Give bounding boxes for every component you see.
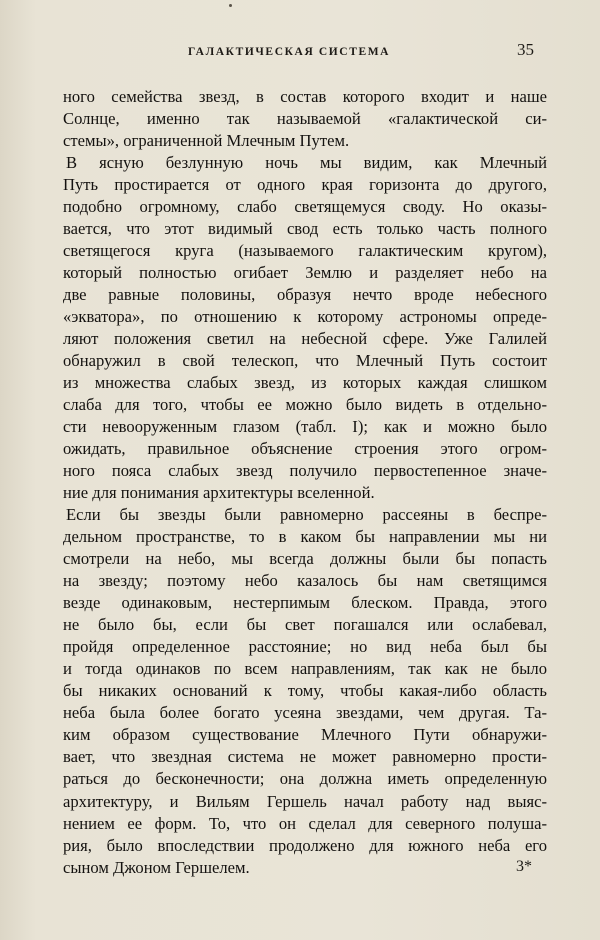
text-line: Солнце, именно так называемой «галактической си- [63, 109, 547, 129]
text-line: на звезду; поэтому небо казалось бы нам светящимся [63, 571, 547, 591]
text-line: сти невооруженным глазом (табл. I); как и можно было [63, 417, 547, 437]
text-line: ким образом существование Млечного Пути обнаружи- [63, 725, 547, 745]
text-line: Путь простирается от одного края горизонта до другого, [63, 175, 547, 195]
text-line: смотрели на небо, мы всегда должны были бы попасть [63, 549, 547, 569]
text-line: пройдя определенное расстояние; но вид неба был бы [63, 637, 547, 657]
text-line: не было бы, если бы свет погашался или ослабевал, [63, 615, 547, 635]
text-line: нением ее форм. То, что он сделал для северного полуша- [63, 813, 547, 833]
text-line: вает, что звездная система не может равномерно прости- [63, 747, 547, 767]
body-text [63, 86, 547, 879]
text-line: рия, было впоследствии продолжено для южного неба его [63, 835, 547, 855]
signature-mark: 3* [516, 858, 532, 875]
page-number: 35 [517, 40, 534, 59]
print-dot [229, 4, 232, 7]
text-line: подобно огромному, слабо светящемуся своду. Но оказы- [63, 197, 547, 217]
text-line: «экватора», по отношению к которому астрономы опреде- [63, 307, 547, 327]
text-line: неба была более богато усеяна звездами, чем другая. Та- [63, 703, 547, 723]
text-line: светящегося круга (называемого галактическим кругом), [63, 241, 547, 261]
text-line: две равные половины, образуя нечто вроде небесного [63, 285, 547, 305]
text-line: Если бы звезды были равномерно рассеяны в беспре- [66, 505, 547, 525]
text-line: бы никаких оснований к тому, чтобы какая-либо область [63, 681, 547, 701]
running-title: ГАЛАКТИЧЕСКАЯ СИСТЕМА [188, 46, 391, 58]
text-line: архитектуру, и Вильям Гершель начал работу над выяс- [63, 791, 547, 811]
text-line: раться до бесконечности; она должна иметь определенную [63, 769, 547, 789]
text-line: стемы», ограниченной Млечным Путем. [63, 131, 350, 151]
text-line: ние для понимания архитектуры вселенной. [63, 483, 375, 503]
text-line: сыном Джоном Гершелем. [63, 857, 250, 877]
text-line: ожидать, правильное объяснение строения этого огром- [63, 439, 547, 459]
text-line: слаба для того, чтобы ее можно было видеть в отдельно- [63, 395, 547, 415]
text-line: из множества слабых звезд, из которых каждая слишком [63, 373, 547, 393]
text-line: ляют положения светил на небесной сфере. Уже Галилей [63, 329, 547, 349]
text-line: вается, что этот видимый свод есть только часть полного [63, 219, 547, 239]
text-line: везде одинаковым, нестерпимым блеском. Правда, этого [63, 593, 547, 613]
text-line: ного пояса слабых звезд получило первостепенное значе- [63, 461, 547, 481]
text-line: который полностью огибает Землю и разделяет небо на [63, 263, 547, 283]
text-line: и тогда одинаков по всем направлениям, так как не было [63, 659, 547, 679]
text-line: ного семейства звезд, в состав которого входит и наше [63, 87, 547, 106]
text-line: В ясную безлунную ночь мы видим, как Млечный [66, 153, 547, 173]
text-line: обнаружил в свой телескоп, что Млечный Путь состоит [63, 351, 547, 371]
text-line: дельном пространстве, то в каком бы направлении мы ни [63, 527, 547, 547]
